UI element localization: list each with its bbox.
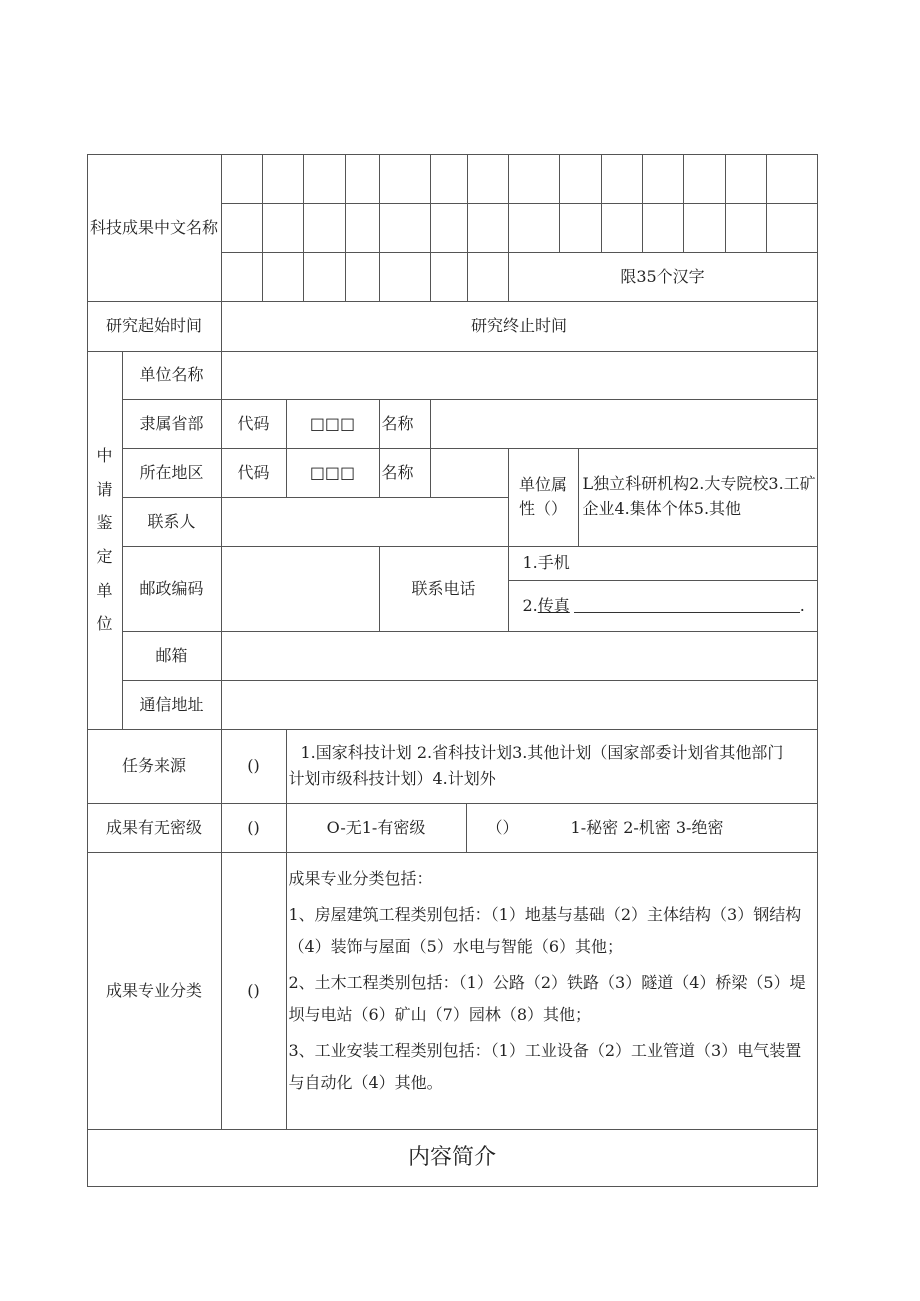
title-char-cell[interactable] <box>467 154 509 204</box>
title-char-cell[interactable] <box>725 203 767 253</box>
email-field[interactable] <box>221 631 818 681</box>
title-char-cell[interactable] <box>559 203 602 253</box>
title-char-cell[interactable] <box>262 154 304 204</box>
category-options <box>286 852 818 1130</box>
category-line: 1、房屋建筑工程类别包括：（1）地基与基础（2）主体结构（3）钢结构（4）装饰与屋面（5）水电与智能（6）其他； <box>288 904 802 956</box>
title-char-cell[interactable] <box>508 154 560 204</box>
group-char: 请 <box>96 479 113 499</box>
address-label: 通信地址 <box>122 680 222 730</box>
fax-prefix: 2. <box>522 595 538 615</box>
title-char-cell[interactable] <box>430 203 468 253</box>
unit-name-label: 单位名称 <box>122 351 222 400</box>
fax-end: . <box>799 595 805 615</box>
group-char: 位 <box>96 614 113 634</box>
task-source-label: 任务来源 <box>87 729 222 804</box>
title-char-cell[interactable] <box>642 154 684 204</box>
title-char-cell[interactable] <box>601 203 643 253</box>
title-char-cell[interactable] <box>345 203 380 253</box>
category-line: 2、土木工程类别包括：（1）公路（2）铁路（3）隧道（4）桥梁（5）堤坝与电站（6）矿山（7）园林（8）其他； <box>288 972 806 1024</box>
title-char-cell[interactable] <box>642 203 684 253</box>
region-code-label: 代码 <box>221 448 287 498</box>
phone-fax-field[interactable] <box>508 580 818 632</box>
phone-label: 联系电话 <box>379 546 509 632</box>
unit-name-field[interactable] <box>221 351 818 400</box>
title-limit-note: 限35个汉字 <box>508 252 818 302</box>
title-label: 科技成果中文名称 <box>87 154 222 302</box>
title-char-cell[interactable] <box>430 252 468 302</box>
category-line: 3、工业安装工程类别包括：（1）工业设备（2）工业管道（3）电气装置与自动化（4）其他。 <box>288 1040 802 1092</box>
secret-options: O-无1-有密级 <box>286 803 467 853</box>
group-char: 鉴 <box>96 513 113 533</box>
title-char-cell[interactable] <box>467 252 509 302</box>
unit-attribute-options: L独立科研机构2.大专院校3.工矿企业4.集体个体5.其他 <box>578 448 818 547</box>
address-field[interactable] <box>221 680 818 730</box>
ministry-name-label: 名称 <box>379 399 431 449</box>
region-name-label: 名称 <box>379 448 431 498</box>
title-char-cell[interactable] <box>345 252 380 302</box>
secret-label: 成果有无密级 <box>87 803 222 853</box>
title-char-cell[interactable] <box>683 154 726 204</box>
contact-field[interactable] <box>221 497 509 547</box>
region-label: 所在地区 <box>122 448 222 498</box>
secret-level-options: 1-秘密 2-机密 3-绝密 <box>570 817 724 837</box>
title-char-cell[interactable] <box>508 203 560 253</box>
postcode-label: 邮政编码 <box>122 546 222 632</box>
category-label: 成果专业分类 <box>87 852 222 1130</box>
ministry-name-field[interactable] <box>430 399 818 449</box>
title-char-cell[interactable] <box>262 203 304 253</box>
title-char-cell[interactable] <box>303 252 346 302</box>
title-char-cell[interactable] <box>379 203 431 253</box>
title-char-cell[interactable] <box>221 154 263 204</box>
summary-heading: 内容简介 <box>87 1129 818 1187</box>
secret-level-field[interactable] <box>466 803 818 853</box>
ministry-code-label: 代码 <box>221 399 287 449</box>
secret-level-choice[interactable]: （） <box>486 817 519 837</box>
phone-mobile-field[interactable]: 1.手机 <box>508 546 818 581</box>
group-char: 单 <box>96 580 113 600</box>
title-char-cell[interactable] <box>430 154 468 204</box>
title-char-cell[interactable] <box>683 203 726 253</box>
postcode-field[interactable] <box>221 546 380 632</box>
contact-label: 联系人 <box>122 497 222 547</box>
title-char-cell[interactable] <box>766 154 818 204</box>
title-char-cell[interactable] <box>601 154 643 204</box>
title-char-cell[interactable] <box>725 154 767 204</box>
title-char-cell[interactable] <box>221 203 263 253</box>
category-choice[interactable]: () <box>221 852 287 1130</box>
region-name-field[interactable] <box>430 448 509 498</box>
fax-label: 传真 <box>537 595 570 615</box>
region-code-field[interactable]: □□□ <box>286 448 380 498</box>
title-char-cell[interactable] <box>262 252 304 302</box>
start-time-label: 研究起始时间 <box>87 301 222 352</box>
fax-blank-line <box>574 598 800 613</box>
title-char-cell[interactable] <box>559 154 602 204</box>
category-line: 成果专业分类包括： <box>288 868 433 888</box>
title-char-cell[interactable] <box>379 252 431 302</box>
group-char: 定 <box>96 547 113 566</box>
task-source-options: 1.国家科技计划 2.省科技计划3.其他计划（国家部委计划省其他部门计划市级科技计划）4.计划外 <box>286 729 818 804</box>
applicant-unit-group-label <box>87 351 123 730</box>
title-char-cell[interactable] <box>467 203 509 253</box>
email-label: 邮箱 <box>122 631 222 681</box>
unit-attribute-label: 单位属性（） <box>508 448 579 547</box>
title-char-cell[interactable] <box>379 154 431 204</box>
title-char-cell[interactable] <box>221 252 263 302</box>
secret-choice[interactable]: () <box>221 803 287 853</box>
title-char-cell[interactable] <box>345 154 380 204</box>
task-source-choice[interactable]: () <box>221 729 287 804</box>
ministry-code-field[interactable]: □□□ <box>286 399 380 449</box>
title-char-cell[interactable] <box>303 203 346 253</box>
title-char-cell[interactable] <box>303 154 346 204</box>
ministry-label: 隶属省部 <box>122 399 222 449</box>
title-char-cell[interactable] <box>766 203 818 253</box>
end-time-label: 研究终止时间 <box>221 301 818 352</box>
group-char: 中 <box>96 446 113 466</box>
